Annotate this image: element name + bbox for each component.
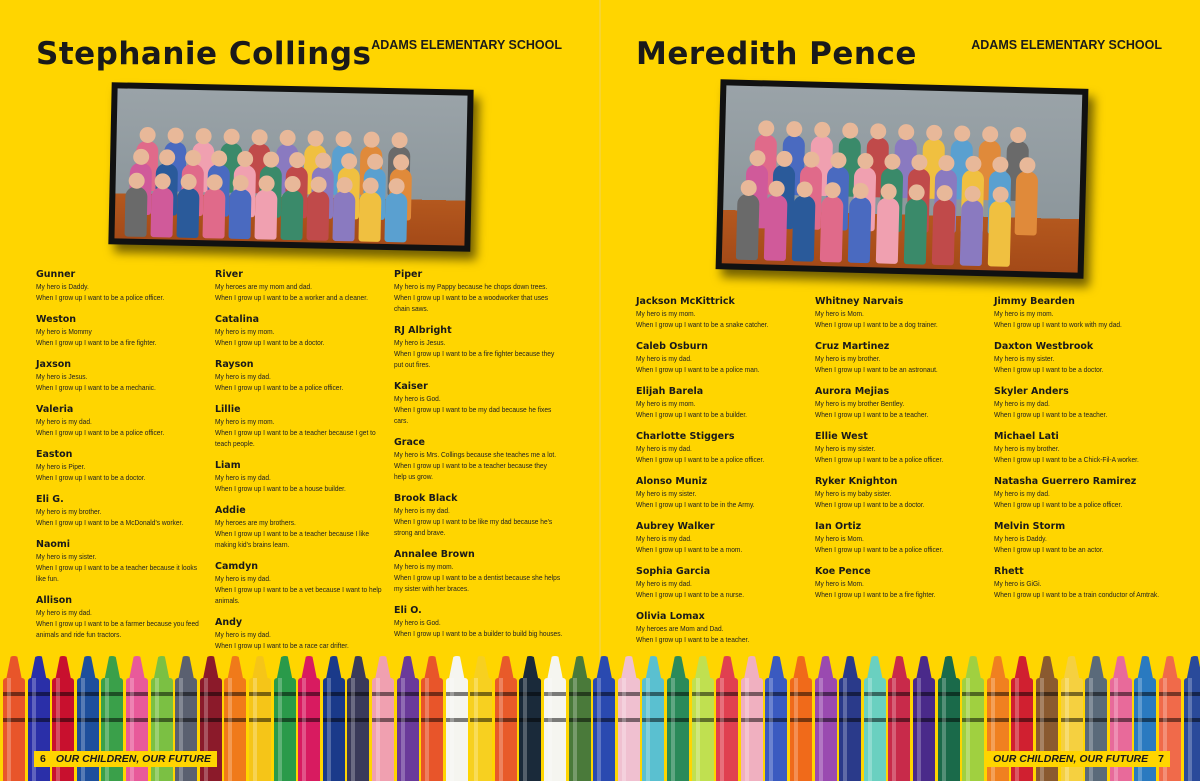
student-name: Aubrey Walker — [636, 521, 715, 532]
student-answer: My hero is my sister. — [815, 444, 876, 453]
student-answer: When I grow up I want to be a Chick-Fil-A worker. — [994, 455, 1139, 464]
student-answer: When I grow up I want to be a teacher because it looks — [36, 563, 197, 572]
student-entry — [36, 359, 215, 393]
student-name: Ian Ortiz — [815, 521, 862, 532]
student-answer: My hero is my mom. — [215, 327, 275, 336]
student-answer: When I grow up I want to be a mechanic. — [36, 383, 156, 392]
student-column — [394, 269, 573, 662]
student-answer: When I grow up I want to be a teacher because I get to — [215, 428, 376, 437]
student-answer: When I grow up I want to be a teacher because they — [394, 461, 547, 470]
student-answer: When I grow up I want to be a McDonald's worker. — [36, 518, 184, 527]
student-answer: When I grow up I want to be a fire fighter. — [36, 338, 157, 347]
student-answer: When I grow up I want to be a police officer. — [636, 455, 765, 464]
student-name: Rayson — [215, 359, 254, 370]
student-answer: My hero is my brother. — [815, 354, 881, 363]
student-answer: When I grow up I want to be an actor. — [994, 545, 1104, 554]
class-photo-image — [722, 85, 1083, 272]
student-name: Caleb Osburn — [636, 341, 708, 352]
student-column — [815, 296, 994, 656]
right-footer — [987, 751, 1170, 767]
student-name: Jimmy Bearden — [994, 296, 1075, 307]
student-figure — [988, 200, 1012, 267]
student-answer: When I grow up I want to be a doctor. — [36, 473, 146, 482]
student-answer: When I grow up I want to be a police officer. — [215, 383, 344, 392]
student-columns — [636, 296, 1176, 656]
crayon — [372, 656, 395, 781]
student-name: Natasha Guerrero Ramirez — [994, 476, 1137, 487]
student-answer: When I grow up I want to be a race car drifter. — [215, 641, 349, 650]
student-entry — [636, 476, 815, 510]
crayon — [347, 656, 370, 781]
student-entry — [994, 566, 1173, 600]
student-entry — [215, 505, 394, 550]
crayon — [642, 656, 665, 781]
student-entry — [36, 595, 215, 640]
student-entry — [815, 341, 994, 375]
class-photo-image — [114, 88, 467, 245]
student-entry — [815, 386, 994, 420]
footer-title: OUR CHILDREN, OUR FUTURE — [992, 753, 1149, 765]
student-name: Eli G. — [36, 494, 64, 505]
student-answer: My hero is Mom. — [815, 309, 864, 318]
student-figure — [792, 195, 816, 262]
student-figure — [384, 192, 407, 242]
crayon — [274, 656, 297, 781]
student-name: Cruz Martinez — [815, 341, 890, 352]
student-name: Naomi — [36, 539, 71, 550]
student-answer: When I grow up I want to be a teacher because I like — [215, 529, 370, 538]
student-name: Liam — [215, 460, 241, 471]
student-entry — [994, 341, 1173, 375]
student-name: Ryker Knighton — [815, 476, 898, 487]
student-answer: When I grow up I want to be a doctor. — [815, 500, 925, 509]
student-entry — [994, 521, 1173, 555]
student-name: Kaiser — [394, 381, 428, 392]
student-answer: My hero is my dad. — [636, 444, 692, 453]
crayon — [397, 656, 420, 781]
student-entry — [215, 617, 394, 651]
student-name: Jackson McKittrick — [636, 296, 735, 307]
crayon — [962, 656, 985, 781]
student-answer: When I grow up I want to work with my dad. — [994, 320, 1122, 329]
student-figure — [1015, 171, 1039, 236]
student-answer: When I grow up I want to be a police officer. — [815, 455, 944, 464]
student-name: Sophia Garcia — [636, 566, 711, 577]
crayon — [765, 656, 788, 781]
student-entry — [215, 561, 394, 606]
student-figure — [736, 194, 760, 261]
student-answer: My hero is my dad. — [994, 489, 1050, 498]
student-entry — [215, 269, 394, 303]
student-answer: When I grow up I want to be a farmer because you feed — [36, 619, 199, 628]
footer-title: OUR CHILDREN, OUR FUTURE — [55, 753, 212, 765]
student-name: Aurora Mejias — [815, 386, 890, 397]
crayon — [421, 656, 444, 781]
student-answer: My hero is my dad. — [215, 473, 271, 482]
student-answer: My hero is my dad. — [215, 574, 271, 583]
student-entry — [636, 566, 815, 600]
student-column — [36, 269, 215, 662]
student-answer: When I grow up I want to be a police officer. — [36, 293, 165, 302]
student-figure — [332, 191, 355, 241]
student-name: Gunner — [36, 269, 76, 280]
student-name: Addie — [215, 505, 246, 516]
student-answer: strong and brave. — [394, 528, 446, 537]
crayon — [864, 656, 887, 781]
student-figure — [960, 200, 984, 267]
student-answer: When I grow up I want to be a teacher. — [994, 410, 1108, 419]
student-name: Koe Pence — [815, 566, 871, 577]
student-answer: When I grow up I want to be in the Army. — [636, 500, 755, 509]
student-entry — [394, 381, 573, 426]
student-answer: When I grow up I want to be a teacher. — [636, 635, 750, 644]
student-answer: My hero is Daddy. — [36, 282, 89, 291]
crayon — [938, 656, 961, 781]
student-answer: My heroes are my brothers. — [215, 518, 296, 527]
student-columns — [36, 269, 576, 662]
student-name: Annalee Brown — [394, 549, 475, 560]
student-answer: My hero is my sister. — [36, 552, 97, 561]
student-figure — [125, 187, 148, 237]
student-answer: My hero is God. — [394, 618, 441, 627]
student-name: Grace — [394, 437, 425, 448]
student-answer: My hero is my dad. — [215, 372, 271, 381]
student-entry — [394, 493, 573, 538]
crayon — [569, 656, 592, 781]
student-answer: My hero is Mom. — [815, 579, 864, 588]
student-name: Charlotte Stiggers — [636, 431, 735, 442]
student-column — [994, 296, 1173, 656]
student-figure — [932, 199, 956, 266]
student-answer: My hero is Mommy — [36, 327, 92, 336]
student-answer: When I grow up I want to be an astronaut. — [815, 365, 938, 374]
student-answer: When I grow up I want to be a mom. — [636, 545, 743, 554]
student-answer: When I grow up I want to be a nurse. — [636, 590, 745, 599]
student-entry — [215, 404, 394, 449]
student-entry — [636, 341, 815, 375]
student-entry — [215, 359, 394, 393]
crayon — [470, 656, 493, 781]
crayon — [249, 656, 272, 781]
student-entry — [815, 566, 994, 600]
student-figure — [306, 190, 329, 240]
student-answer: making kid's brains learn. — [215, 540, 290, 549]
page-number: 7 — [1158, 753, 1164, 765]
student-entry — [394, 437, 573, 482]
crayon — [618, 656, 641, 781]
crayon — [593, 656, 616, 781]
student-answer: My hero is my dad. — [36, 608, 92, 617]
student-answer: My hero is my mom. — [636, 399, 696, 408]
student-answer: My hero is my dad. — [994, 399, 1050, 408]
student-answer: My hero is my mom. — [215, 417, 275, 426]
student-answer: When I grow up I want to be a doctor. — [994, 365, 1104, 374]
crayon — [741, 656, 764, 781]
student-figure — [151, 187, 174, 237]
crayon — [839, 656, 862, 781]
student-answer: When I grow up I want to be a dog trainer. — [815, 320, 938, 329]
teacher-name: Stephanie Collings — [36, 36, 372, 72]
student-answer: When I grow up I want to be a teacher. — [815, 410, 929, 419]
student-answer: When I grow up I want to be a vet because I want to help — [215, 585, 382, 594]
student-name: Jaxson — [36, 359, 72, 370]
student-entry — [994, 431, 1173, 465]
student-answer: My hero is my dad. — [36, 417, 92, 426]
student-answer: My hero is Jesus. — [394, 338, 446, 347]
crayon — [446, 656, 469, 781]
student-answer: When I grow up I want to be a police officer. — [994, 500, 1123, 509]
student-name: Eli O. — [394, 605, 422, 616]
student-answer: When I grow up I want to be like my dad because he's — [394, 517, 553, 526]
student-figure — [254, 189, 277, 239]
student-entry — [36, 539, 215, 584]
class-photo — [716, 79, 1089, 279]
class-photo — [108, 82, 473, 252]
student-entry — [394, 605, 573, 639]
student-column — [636, 296, 815, 656]
student-name: Elijah Barela — [636, 386, 704, 397]
student-answer: When I grow up I want to be my dad because he fixes cars. — [394, 405, 552, 425]
student-name: Rhett — [994, 566, 1024, 577]
student-entry — [36, 404, 215, 438]
student-answer: My hero is Jesus. — [36, 372, 88, 381]
school-name: ADAMS ELEMENTARY SCHOOL — [971, 38, 1162, 52]
student-name: Skyler Anders — [994, 386, 1069, 397]
student-name: Lillie — [215, 404, 241, 415]
student-answer: My hero is my brother Bentley. — [815, 399, 905, 408]
student-name: Camdyn — [215, 561, 259, 572]
student-name: RJ Albright — [394, 325, 452, 336]
student-name: Melvin Storm — [994, 521, 1066, 532]
student-entry — [994, 476, 1173, 510]
student-answer: When I grow up I want to be a train conductor of Amtrak. — [994, 590, 1160, 599]
student-name: River — [215, 269, 243, 280]
student-answer: my sister with her braces. — [394, 584, 469, 593]
student-answer: My heroes are my mom and dad. — [215, 282, 313, 291]
student-name: Catalina — [215, 314, 260, 325]
student-name: Easton — [36, 449, 73, 460]
student-answer: My heroes are Mom and Dad. — [636, 624, 724, 633]
student-name: Valeria — [36, 404, 74, 415]
student-name: Brook Black — [394, 493, 458, 504]
student-entry — [636, 386, 815, 420]
student-answer: When I grow up I want to be a police officer. — [815, 545, 944, 554]
student-answer: My hero is my sister. — [994, 354, 1055, 363]
student-entry — [994, 296, 1173, 330]
student-entry — [394, 549, 573, 594]
crayon — [3, 656, 26, 781]
student-answer: animals. — [215, 596, 240, 605]
student-entry — [394, 325, 573, 370]
student-answer: My hero is my dad. — [636, 579, 692, 588]
student-answer: When I grow up I want to be a builder to build big houses. — [394, 629, 563, 638]
student-answer: When I grow up I want to be a fire fighter. — [815, 590, 936, 599]
student-answer: animals and ride fun tractors. — [36, 630, 122, 639]
student-answer: When I grow up I want to be a police officer. — [36, 428, 165, 437]
student-name: Michael Lati — [994, 431, 1059, 442]
student-name: Allison — [36, 595, 73, 606]
crayon — [888, 656, 911, 781]
student-entry — [636, 521, 815, 555]
crayon — [692, 656, 715, 781]
teacher-name: Meredith Pence — [636, 36, 917, 72]
student-answer: My hero is Mrs. Collings because she teaches me a lot. — [394, 450, 557, 459]
student-answer: When I grow up I want to be a worker and a cleaner. — [215, 293, 368, 302]
student-answer: When I grow up I want to be a doctor. — [215, 338, 325, 347]
student-answer: When I grow up I want to be a snake catcher. — [636, 320, 769, 329]
student-entry — [215, 460, 394, 494]
student-answer: When I grow up I want to be a house builder. — [215, 484, 346, 493]
left-footer — [34, 751, 217, 767]
student-entry — [815, 476, 994, 510]
student-answer: My hero is Piper. — [36, 462, 86, 471]
crayon — [224, 656, 247, 781]
student-answer: When I grow up I want to be a police man. — [636, 365, 760, 374]
student-answer: My hero is my mom. — [394, 562, 454, 571]
student-figure — [876, 197, 900, 264]
student-answer: My hero is my brother. — [36, 507, 102, 516]
student-name: Andy — [215, 617, 243, 628]
crayon — [298, 656, 321, 781]
student-figure — [764, 194, 788, 261]
student-answer: My hero is Mom. — [815, 534, 864, 543]
student-answer: My hero is my brother. — [994, 444, 1060, 453]
student-answer: My hero is my mom. — [994, 309, 1054, 318]
student-entry — [36, 494, 215, 528]
student-answer: My hero is my Pappy because he chops down trees. — [394, 282, 548, 291]
student-name: Daxton Westbrook — [994, 341, 1094, 352]
student-name: Alonso Muniz — [636, 476, 708, 487]
page-number: 6 — [40, 753, 46, 765]
student-answer: When I grow up I want to be a dentist because she helps — [394, 573, 561, 582]
student-name: Whitney Narvais — [815, 296, 904, 307]
student-figure — [358, 191, 381, 241]
student-column — [215, 269, 394, 662]
student-answer: My hero is my dad. — [636, 354, 692, 363]
student-figure — [176, 188, 199, 238]
student-name: Weston — [36, 314, 77, 325]
student-entry — [636, 611, 815, 645]
student-answer: help us grow. — [394, 472, 433, 481]
student-figure — [202, 188, 225, 238]
student-answer: When I grow up I want to be a builder. — [636, 410, 748, 419]
student-answer: My hero is GiGi. — [994, 579, 1042, 588]
crayon — [544, 656, 567, 781]
student-entry — [36, 269, 215, 303]
student-entry — [994, 386, 1173, 420]
student-answer: My hero is my mom. — [636, 309, 696, 318]
student-answer: like fun. — [36, 574, 59, 583]
student-answer: When I grow up I want to be a woodworker that uses — [394, 293, 549, 302]
crayon — [913, 656, 936, 781]
crayon — [790, 656, 813, 781]
crayon — [1184, 656, 1200, 781]
student-answer: My hero is Daddy. — [994, 534, 1047, 543]
crayon — [667, 656, 690, 781]
student-answer: My hero is my sister. — [636, 489, 697, 498]
student-entry — [36, 314, 215, 348]
student-entry — [394, 269, 573, 314]
student-entry — [815, 431, 994, 465]
student-answer: My hero is my dad. — [636, 534, 692, 543]
crayon — [323, 656, 346, 781]
crayon — [495, 656, 518, 781]
student-figure — [280, 190, 303, 240]
student-figure — [848, 197, 872, 264]
student-entry — [636, 296, 815, 330]
student-answer: My hero is my dad. — [394, 506, 450, 515]
student-entry — [815, 521, 994, 555]
student-name: Ellie West — [815, 431, 868, 442]
student-answer: My hero is God. — [394, 394, 441, 403]
student-figure — [904, 198, 928, 265]
crayon — [815, 656, 838, 781]
school-name: ADAMS ELEMENTARY SCHOOL — [371, 38, 562, 52]
crayon — [519, 656, 542, 781]
student-entry — [815, 296, 994, 330]
student-entry — [36, 449, 215, 483]
student-name: Olivia Lomax — [636, 611, 705, 622]
student-answer: My hero is my dad. — [215, 630, 271, 639]
student-answer: When I grow up I want to be a fire fighter because they — [394, 349, 555, 358]
student-answer: chain saws. — [394, 304, 429, 313]
crayon — [716, 656, 739, 781]
student-figure — [228, 189, 251, 239]
student-answer: teach people. — [215, 439, 255, 448]
student-answer: put out fires. — [394, 360, 431, 369]
student-answer: My hero is my baby sister. — [815, 489, 892, 498]
student-figure — [820, 196, 844, 263]
student-entry — [215, 314, 394, 348]
student-entry — [636, 431, 815, 465]
student-name: Piper — [394, 269, 423, 280]
